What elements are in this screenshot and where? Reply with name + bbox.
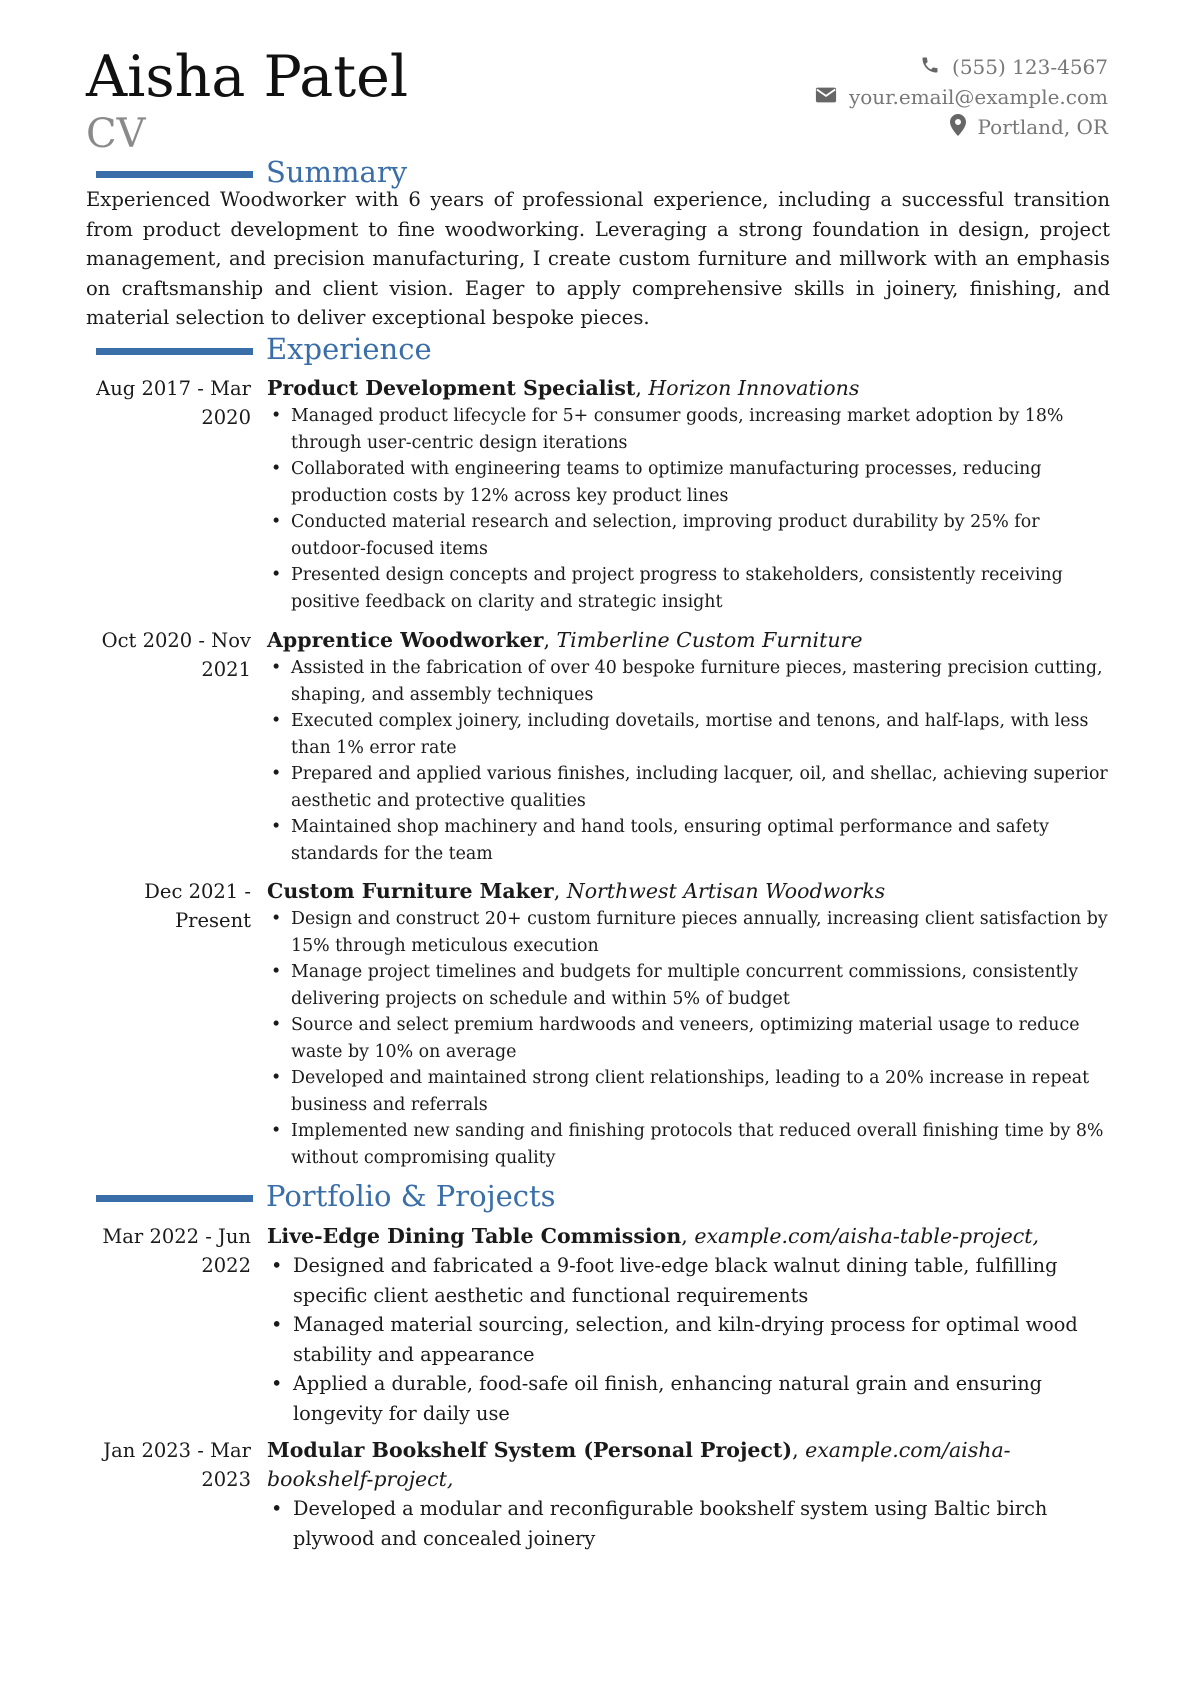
section-accent-bar [96, 1195, 253, 1202]
email-line [688, 82, 1108, 112]
entry-title: Live-Edge Dining Table Commission, example.com/aisha-table-project, [267, 1224, 1039, 1248]
bullet-item: • Presented design concepts and project progress to stakeholders, consistently receiving positive feedback on clarity and strategic insight [267, 562, 1108, 615]
header [86, 44, 1108, 164]
entry-body [267, 626, 1108, 867]
document-subtitle: CV [86, 111, 146, 157]
entry-role: Product Development Specialist [267, 376, 636, 400]
section-title: Experience [266, 332, 432, 366]
entry-body [267, 374, 1108, 615]
map-marker-icon [950, 114, 978, 141]
contact-info [688, 52, 1108, 142]
summary-text: Experienced Woodworker with 6 years of professional experience, including a successful transition from product development to fine woodworking. Leveraging a strong foundation in design, project management, and precision manufacturing, I create custom furniture and millwork with an emphasis on craftsmanship and client vision. Eager to apply comprehensive skills in joinery, finishing, and material selection to deliver exceptional bespoke pieces. [86, 188, 1110, 329]
bullet-item: • Developed and maintained strong client relationships, leading to a 20% increase in repeat business and referrals [267, 1065, 1108, 1118]
bullet-item: • Developed a modular and reconfigurable bookshelf system using Baltic birch plywood and concealed joinery [267, 1494, 1108, 1553]
entry-body [267, 877, 1108, 1171]
entry-link[interactable]: example.com/aisha-bookshelf-project, [267, 1438, 1011, 1491]
phone-icon [920, 55, 952, 80]
entry-body [267, 1222, 1108, 1428]
section-title: Summary [266, 155, 408, 189]
entry-organization: Horizon Innovations [648, 376, 860, 400]
entry-title: Custom Furniture Maker, Northwest Artisan Woodworks [267, 879, 886, 903]
location-text: Portland, OR [977, 115, 1108, 139]
bullet-item: • Conducted material research and selection, improving product durability by 25% for outdoor-focused items [267, 509, 1108, 562]
bullet-list [267, 906, 1108, 1171]
phone-line [688, 52, 1108, 82]
bullet-item: • Design and construct 20+ custom furniture pieces annually, increasing client satisfaction by 15% through meticulous execution [267, 906, 1108, 959]
bullet-item: • Prepared and applied various finishes, including lacquer, oil, and shellac, achieving superior aesthetic and protective qualities [267, 761, 1108, 814]
entry-organization: Northwest Artisan Woodworks [566, 879, 886, 903]
entry-role: Apprentice Woodworker [267, 628, 544, 652]
entry-role: Custom Furniture Maker [267, 879, 554, 903]
entry-body [267, 1436, 1108, 1553]
entry-dates: Aug 2017 - Mar 2020 [96, 377, 251, 429]
entry-organization: Timberline Custom Furniture [556, 628, 863, 652]
bullet-item: • Assisted in the fabrication of over 40 bespoke furniture pieces, mastering precision cutting, shaping, and assembly techniques [267, 655, 1108, 708]
bullet-item: • Designed and fabricated a 9-foot live-edge black walnut dining table, fulfilling specific client aesthetic and functional requirements [267, 1251, 1108, 1310]
bullet-list [267, 1251, 1108, 1428]
bullet-item: • Executed complex joinery, including dovetails, mortise and tenons, and half-laps, with less than 1% error rate [267, 708, 1108, 761]
bullet-item: • Managed material sourcing, selection, and kiln-drying process for optimal wood stability and appearance [267, 1310, 1108, 1369]
entry-title: Apprentice Woodworker, Timberline Custom Furniture [267, 628, 863, 652]
bullet-item: • Implemented new sanding and finishing protocols that reduced overall finishing time by 8% without compromising quality [267, 1118, 1108, 1171]
entry-dates: Jan 2023 - Mar 2023 [103, 1439, 251, 1491]
envelope-icon [815, 85, 849, 109]
entry-role: Live-Edge Dining Table Commission [267, 1224, 682, 1248]
bullet-item: • Source and select premium hardwoods and veneers, optimizing material usage to reduce waste by 10% on average [267, 1012, 1108, 1065]
bullet-list [267, 655, 1108, 867]
entry-role: Modular Bookshelf System (Personal Project) [267, 1438, 793, 1462]
bullet-item: • Applied a durable, food-safe oil finish, enhancing natural grain and ensuring longevity for daily use [267, 1369, 1108, 1428]
section-title: Portfolio & Projects [266, 1179, 556, 1213]
entry-title: Modular Bookshelf System (Personal Project), example.com/aisha-bookshelf-project, [267, 1438, 1011, 1491]
entry-title: Product Development Specialist, Horizon Innovations [267, 376, 860, 400]
entry-dates: Oct 2020 - Nov 2021 [101, 629, 251, 681]
location-line [688, 112, 1108, 142]
bullet-item: • Maintained shop machinery and hand tools, ensuring optimal performance and safety standards for the team [267, 814, 1108, 867]
section-accent-bar [96, 348, 253, 355]
person-name: Aisha Patel [86, 44, 409, 110]
entry-dates: Dec 2021 - Present [144, 880, 251, 932]
email-address[interactable]: your.email@example.com [848, 85, 1108, 109]
entry-dates: Mar 2022 - Jun 2022 [102, 1225, 251, 1277]
phone-number[interactable]: (555) 123-4567 [952, 55, 1108, 79]
bullet-item: • Collaborated with engineering teams to optimize manufacturing processes, reducing production costs by 12% across key product lines [267, 456, 1108, 509]
bullet-item: • Managed product lifecycle for 5+ consumer goods, increasing market adoption by 18% through user-centric design iterations [267, 403, 1108, 456]
bullet-item: • Manage project timelines and budgets for multiple concurrent commissions, consistently delivering projects on schedule and within 5% of budget [267, 959, 1108, 1012]
section-accent-bar [96, 171, 253, 178]
entry-link[interactable]: example.com/aisha-table-project, [694, 1224, 1039, 1248]
bullet-list [267, 1494, 1108, 1553]
bullet-list [267, 403, 1108, 615]
